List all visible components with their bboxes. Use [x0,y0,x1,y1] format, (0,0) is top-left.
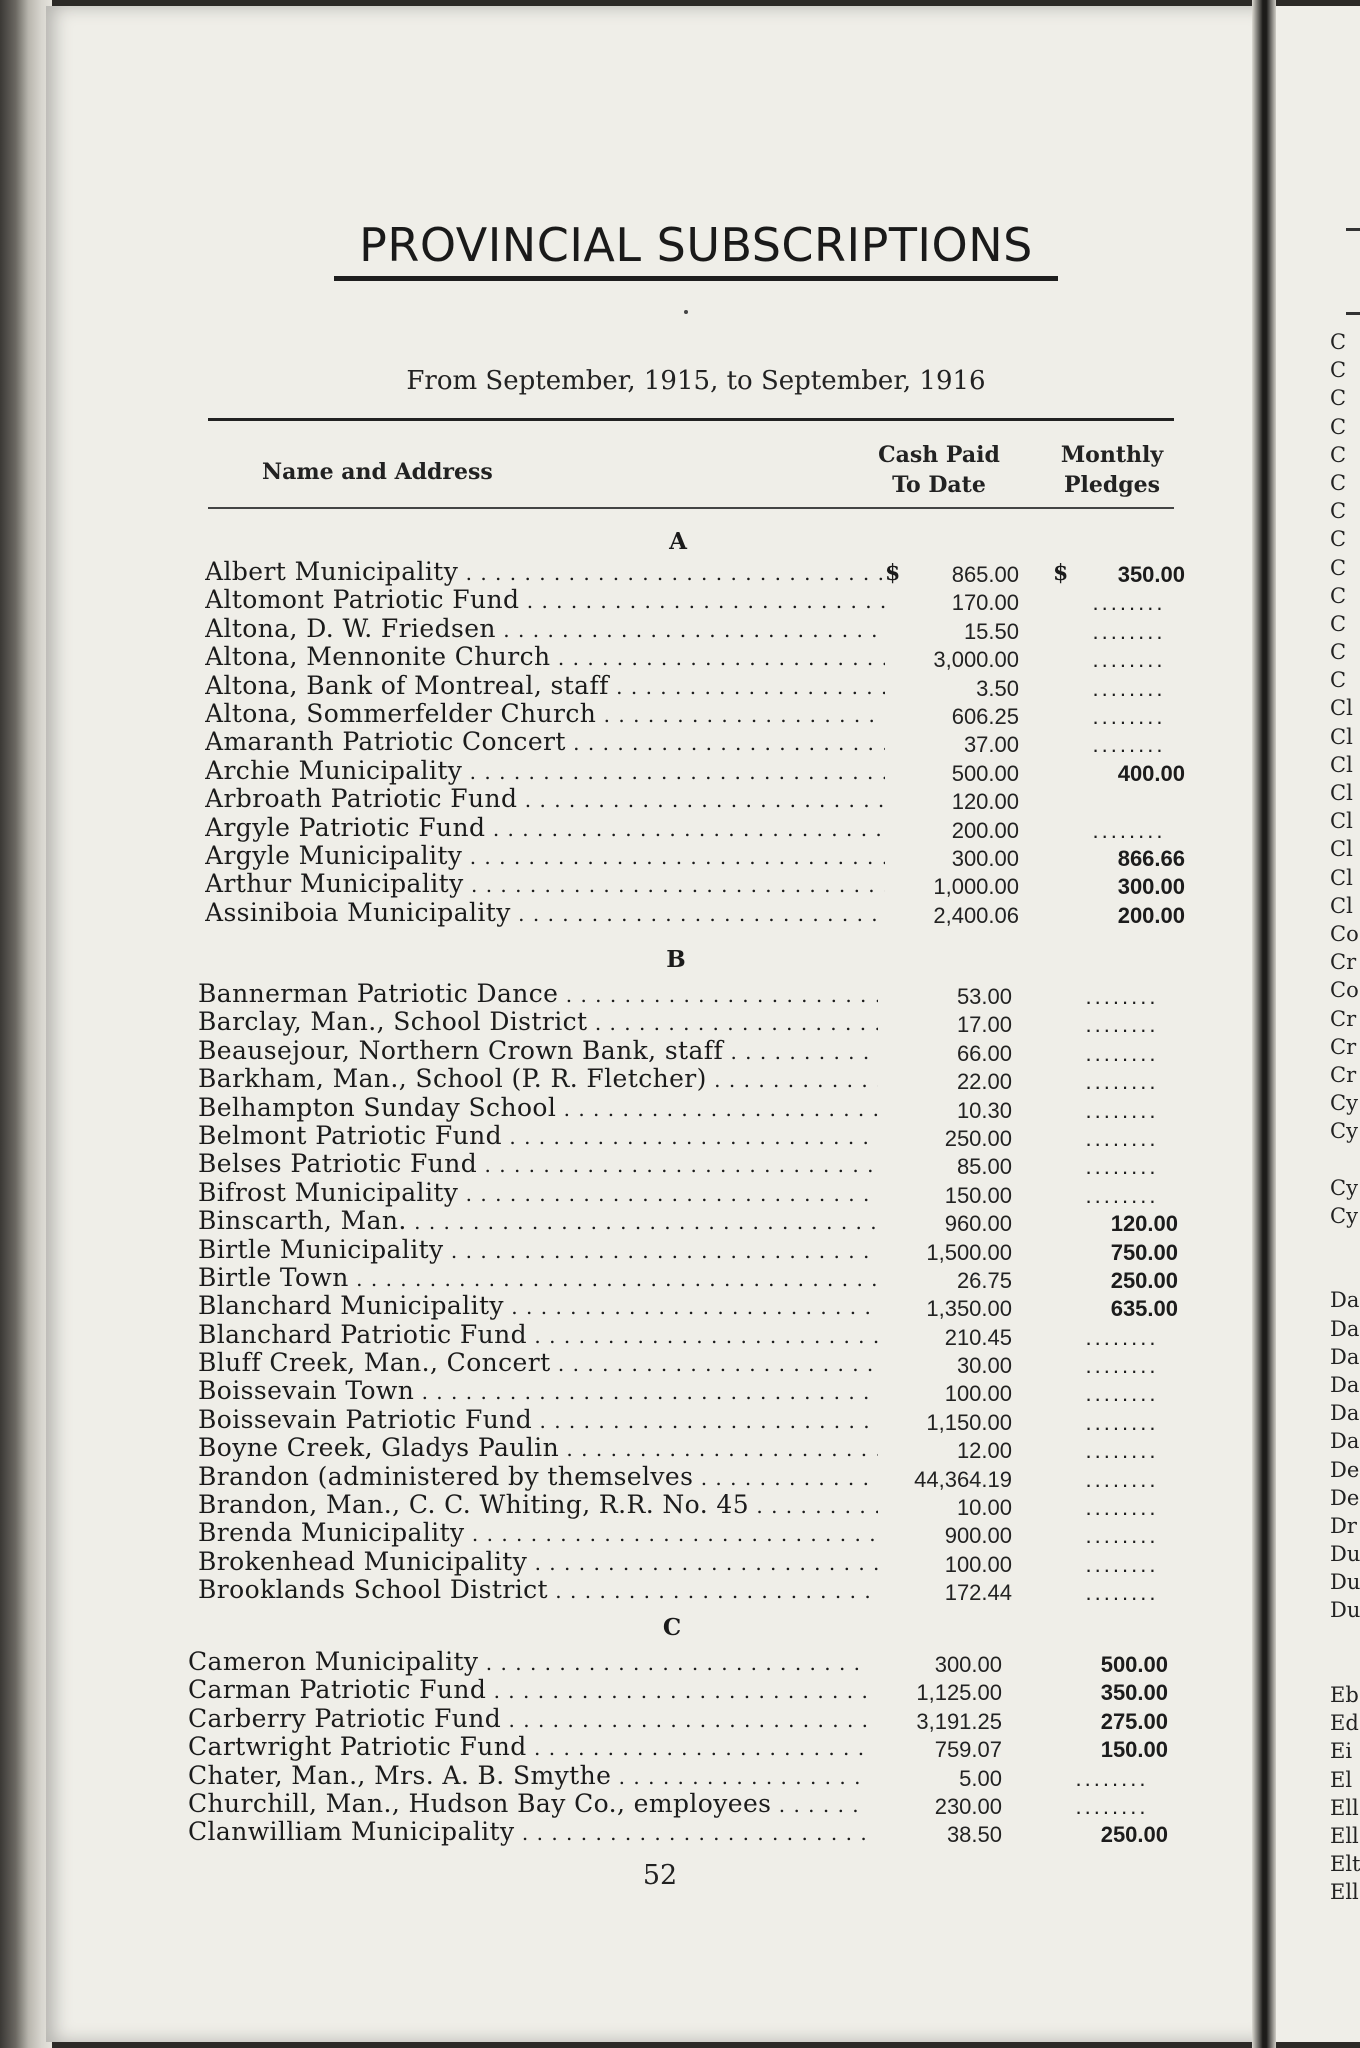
entry-name: Carberry Patriotic Fund . . . [188,1705,868,1733]
entry-name: Beausejour, Northern Crown Bank, staff . . . [198,1037,878,1065]
entry-cash-paid: 1,125.00 [916,1680,1002,1706]
entry-monthly-pledge: 200.00 [1117,902,1185,928]
facing-page-letter [1330,1653,1360,1681]
entry-cash-currency: $ [885,560,901,586]
entry-cash-paid: 26.75 [956,1267,1012,1293]
entry-monthly-pledge: 635.00 [1110,1296,1178,1322]
facing-page-letter: Cr [1330,1034,1357,1059]
facing-page-letter: Cl [1330,893,1353,918]
entry-cash-paid: 960.00 [944,1211,1012,1237]
entry-monthly-pledge: ........ [1085,1154,1159,1180]
facing-page-letters [1330,328,1360,1907]
book-page-edges [0,0,52,2048]
entry-name: Brandon (administered by themselves . . . [198,1463,878,1491]
entry-name: Boyne Creek, Gladys Paulin . . . [198,1434,878,1462]
entry-cash-paid: 865.00 [951,562,1019,587]
entry-monthly-pledge: ........ [1085,1012,1159,1038]
facing-page-letter: Cy [1330,1203,1358,1228]
facing-page-letter: Cl [1330,724,1353,749]
entry-monthly-pledge: ........ [1092,732,1166,758]
facing-page-letter: Cr [1330,1006,1357,1031]
entry-monthly-pledge: 120.00 [1110,1211,1178,1237]
facing-page-letter: C [1330,358,1347,383]
table-header-rule [208,507,1174,509]
entry-name: Binscarth, Man. . . . [198,1207,878,1235]
entry-cash-paid: 759.07 [934,1737,1002,1763]
entry-cash-paid: 1,350.00 [926,1296,1012,1322]
entry-cash-paid: 1,000.00 [933,874,1019,900]
entry-cash-paid: 38.50 [946,1822,1002,1848]
entry-monthly-pledge: ........ [1085,1409,1159,1435]
facing-page-letter: Ei [1330,1739,1353,1764]
facing-page-letter: C [1330,442,1347,467]
facing-page-letter: C [1330,470,1347,495]
entry-monthly-pledge: 150.00 [1100,1737,1168,1763]
entry-cash-paid: 1,500.00 [926,1239,1012,1265]
facing-page-letter: C [1330,386,1347,411]
facing-page-letter: Cy [1330,1175,1358,1200]
entry-cash-paid: 15.50 [963,618,1019,644]
entry-name: Birtle Municipality . . . [198,1236,878,1264]
facing-page-letter: C [1330,330,1347,354]
entry-cash-paid: 44,364.19 [914,1466,1012,1492]
facing-page-letter: C [1330,414,1347,439]
entry-monthly-pledge: ........ [1075,1765,1149,1791]
entry-cash-paid: 100.00 [944,1551,1012,1577]
entry-monthly-pledge: 350.00 [1117,562,1185,587]
entry-name: Birtle Town . . . [198,1264,878,1292]
facing-page-letter: Cl [1330,696,1353,721]
entry-name: Carman Patriotic Fund . . . [188,1676,868,1704]
facing-page-letter: Eb [1330,1683,1359,1707]
facing-page-letter: Cr [1330,950,1357,975]
entry-monthly-pledge: 866.66 [1117,845,1185,871]
entry-monthly-pledge: ........ [1085,1125,1159,1151]
entry-monthly-pledge: ........ [1085,1438,1159,1464]
column-header-cash [848,440,1030,500]
entry-cash-paid: 10.30 [956,1097,1012,1123]
facing-page-letter: Da [1330,1372,1360,1397]
entry-name: Brokenhead Municipality . . . [198,1548,878,1576]
entry-monthly-pledge: ........ [1085,1040,1159,1066]
entry-name: Bannerman Patriotic Dance . . . [198,980,878,1008]
facing-page-letter: Cl [1330,752,1353,777]
facing-page-letter: C [1330,527,1347,552]
entry-cash-paid: 3,000.00 [933,647,1019,673]
entry-cash-paid: 120.00 [951,789,1019,815]
entry-cash-paid: 22.00 [956,1069,1012,1095]
entry-monthly-pledge: 750.00 [1110,1239,1178,1265]
facing-page-letter: Da [1330,1288,1360,1313]
entry-name: Barkham, Man., School (P. R. Fletcher) . . . [198,1065,878,1093]
entry-cash-paid: 210.45 [944,1324,1012,1350]
entry-cash-paid: 300.00 [934,1652,1002,1677]
entry-name: Altona, Mennonite Church . . . [205,643,885,671]
facing-page-letter: Du [1330,1598,1360,1623]
entry-monthly-pledge: ........ [1092,590,1166,616]
entry-name: Altona, D. W. Friedsen . . . [205,615,885,643]
entry-name: Cameron Municipality . . . [188,1648,868,1676]
facing-page-letter: Dr [1330,1513,1357,1538]
entry-monthly-pledge: ........ [1085,1069,1159,1095]
facing-page-rule [1346,228,1360,231]
entry-monthly-pledge: ........ [1092,618,1166,644]
facing-page-letter [1330,1625,1360,1653]
entry-monthly-pledge: ........ [1092,817,1166,843]
entry-cash-paid: 606.25 [951,703,1019,729]
entry-cash-paid: 85.00 [956,1154,1012,1180]
column-header-pledges [1036,440,1188,500]
section-letter-a: A [669,528,687,555]
facing-page-letter: Cy [1330,1091,1358,1116]
entry-name: Chater, Man., Mrs. A. B. Smythe . . . [188,1762,868,1790]
entry-monthly-pledge: ........ [1092,703,1166,729]
entry-cash-paid: 53.00 [956,984,1012,1009]
entry-name: Altomont Patriotic Fund . . . [205,586,885,614]
column-header-cash-line1: Cash Paid [878,442,1000,468]
entry-name: Boissevain Patriotic Fund . . . [198,1406,878,1434]
facing-page-letter: C [1330,583,1347,608]
entry-cash-paid: 200.00 [951,817,1019,843]
entry-name: Altona, Bank of Montreal, staff . . . [205,672,885,700]
entry-monthly-pledge: ........ [1085,1551,1159,1577]
ornament-dot [684,310,688,314]
entry-cash-paid: 3.50 [976,675,1019,701]
entry-name: Argyle Patriotic Fund . . . [205,814,885,842]
entry-name: Cartwright Patriotic Fund . . . [188,1733,868,1761]
facing-page-letter: Elt [1330,1852,1360,1877]
entry-name: Bluff Creek, Man., Concert . . . [198,1349,878,1377]
column-header-pledges-line2: Pledges [1063,472,1161,498]
entry-cash-paid: 10.00 [956,1495,1012,1521]
facing-page-letter: Da [1330,1429,1360,1454]
page-title: PROVINCIAL SUBSCRIPTIONS [359,218,1033,272]
entry-monthly-pledge: 350.00 [1100,1680,1168,1706]
facing-page-letter: Da [1330,1401,1360,1426]
facing-page-letter: C [1330,555,1347,580]
entry-name: Brenda Municipality . . . [198,1519,878,1547]
facing-page-letter: Ed [1330,1711,1359,1736]
table-top-rule [208,418,1174,421]
column-header-name: Name and Address [262,459,493,485]
facing-page-letter: Da [1330,1316,1360,1341]
entry-name: Archie Municipality . . . [205,757,885,785]
entry-monthly-pledge: ........ [1085,1580,1159,1606]
entry-name: Arthur Municipality . . . [205,870,885,898]
entry-cash-paid: 900.00 [944,1523,1012,1549]
facing-page-letter: C [1330,499,1347,524]
entry-monthly-pledge: 250.00 [1110,1267,1178,1293]
facing-page-letter: De [1330,1457,1360,1482]
entry-name: Brooklands School District . . . [198,1576,878,1604]
entry-monthly-pledge: ........ [1085,1466,1159,1492]
facing-page-letter: Cl [1330,781,1353,805]
column-header-pledges-line1: Monthly [1060,442,1164,468]
entry-name: Albert Municipality . . . [205,558,885,586]
entry-name: Brandon, Man., C. C. Whiting, R.R. No. 45 . . . [198,1491,878,1519]
page-subtitle: From September, 1915, to September, 1916 [406,366,986,396]
entry-cash-paid: 17.00 [956,1012,1012,1038]
entry-name: Blanchard Municipality . . . [198,1292,878,1320]
book-gutter [1252,0,1276,2048]
facing-page-letter: Du [1330,1542,1360,1567]
entry-cash-paid: 300.00 [951,845,1019,871]
entry-monthly-pledge: ........ [1085,1182,1159,1208]
entry-name: Boissevain Town . . . [198,1377,878,1405]
entry-name: Amaranth Patriotic Concert . . . [205,728,885,756]
entry-monthly-pledge: ........ [1085,1523,1159,1549]
facing-page-letter: Co [1330,921,1359,946]
facing-page-letter: Ell [1330,1795,1359,1820]
facing-page-letter: Cl [1330,837,1353,862]
entry-monthly-pledge: ........ [1085,1097,1159,1123]
facing-page-letter: C [1330,640,1347,665]
section-letter-b: B [666,946,686,973]
entry-monthly-pledge: ........ [1092,675,1166,701]
entry-name: Blanchard Patriotic Fund . . . [198,1321,878,1349]
entry-name: Altona, Sommerfelder Church . . . [205,700,885,728]
entry-name: Barclay, Man., School District . . . [198,1008,878,1036]
entry-name: Bifrost Municipality . . . [198,1179,878,1207]
facing-page-letter [1330,1145,1360,1173]
facing-page-letter [1330,1258,1360,1286]
section-letter-c: C [662,1614,682,1641]
entry-cash-paid: 172.44 [944,1580,1012,1606]
facing-page-letter: Ell [1330,1823,1359,1848]
entry-name: Belhampton Sunday School . . . [198,1094,878,1122]
entry-cash-paid: 250.00 [944,1125,1012,1151]
entry-monthly-pledge: ........ [1092,647,1166,673]
entry-cash-paid: 30.00 [956,1353,1012,1379]
entry-name: Assiniboia Municipality . . . [205,899,885,927]
entry-pledge-currency: $ [1053,560,1069,586]
column-header-cash-line2: To Date [892,472,986,498]
entry-cash-paid: 100.00 [944,1381,1012,1407]
entry-cash-paid: 1,150.00 [926,1409,1012,1435]
entry-monthly-pledge: 250.00 [1100,1822,1168,1848]
entry-cash-paid: 150.00 [944,1182,1012,1208]
entry-monthly-pledge: 275.00 [1100,1708,1168,1734]
entry-cash-paid: 2,400.06 [933,902,1019,928]
entry-cash-paid: 3,191.25 [916,1708,1002,1734]
facing-page-letter: Cl [1330,809,1353,834]
entry-name: Churchill, Man., Hudson Bay Co., employees . . . [188,1790,868,1818]
entry-cash-paid: 66.00 [956,1040,1012,1066]
entry-cash-paid: 170.00 [951,590,1019,616]
entry-monthly-pledge: ........ [1085,1381,1159,1407]
facing-page-rule [1346,312,1360,315]
facing-page-letter: Ell [1330,1880,1359,1905]
entry-name: Arbroath Patriotic Fund . . . [205,785,885,813]
entry-name: Belmont Patriotic Fund . . . [198,1122,878,1150]
entry-monthly-pledge: 400.00 [1117,760,1185,786]
entry-monthly-pledge: ........ [1075,1793,1149,1819]
entry-name: Argyle Municipality . . . [205,842,885,870]
entry-cash-paid: 5.00 [959,1765,1002,1791]
facing-page-letter: De [1330,1485,1360,1510]
entry-cash-paid: 230.00 [934,1793,1002,1819]
entry-cash-paid: 37.00 [963,732,1019,758]
entry-monthly-pledge: 300.00 [1117,874,1185,900]
facing-page-letter: Du [1330,1570,1360,1595]
facing-page-letter: Da [1330,1344,1360,1369]
facing-page-letter: Cy [1330,1119,1358,1144]
entry-monthly-pledge: ........ [1085,1495,1159,1521]
facing-page-letter: Co [1330,978,1359,1003]
page-number: 52 [642,1860,678,1891]
entry-monthly-pledge: ........ [1085,984,1159,1009]
facing-page-letter: Cr [1330,1062,1357,1087]
entry-cash-paid: 12.00 [956,1438,1012,1464]
facing-page-letter: C [1330,611,1347,636]
entry-monthly-pledge: ........ [1085,1353,1159,1379]
entry-cash-paid: 500.00 [951,760,1019,786]
facing-page-letter [1330,1230,1360,1258]
entry-name: Belses Patriotic Fund . . . [198,1150,878,1178]
entry-monthly-pledge: ........ [1085,1324,1159,1350]
entry-monthly-pledge: 500.00 [1100,1652,1168,1677]
facing-page-letter: Cl [1330,865,1353,890]
facing-page-letter: El [1330,1767,1353,1792]
entry-name: Clanwilliam Municipality . . . [188,1818,868,1846]
facing-page-letter: C [1330,668,1347,693]
title-underline [334,276,1058,281]
